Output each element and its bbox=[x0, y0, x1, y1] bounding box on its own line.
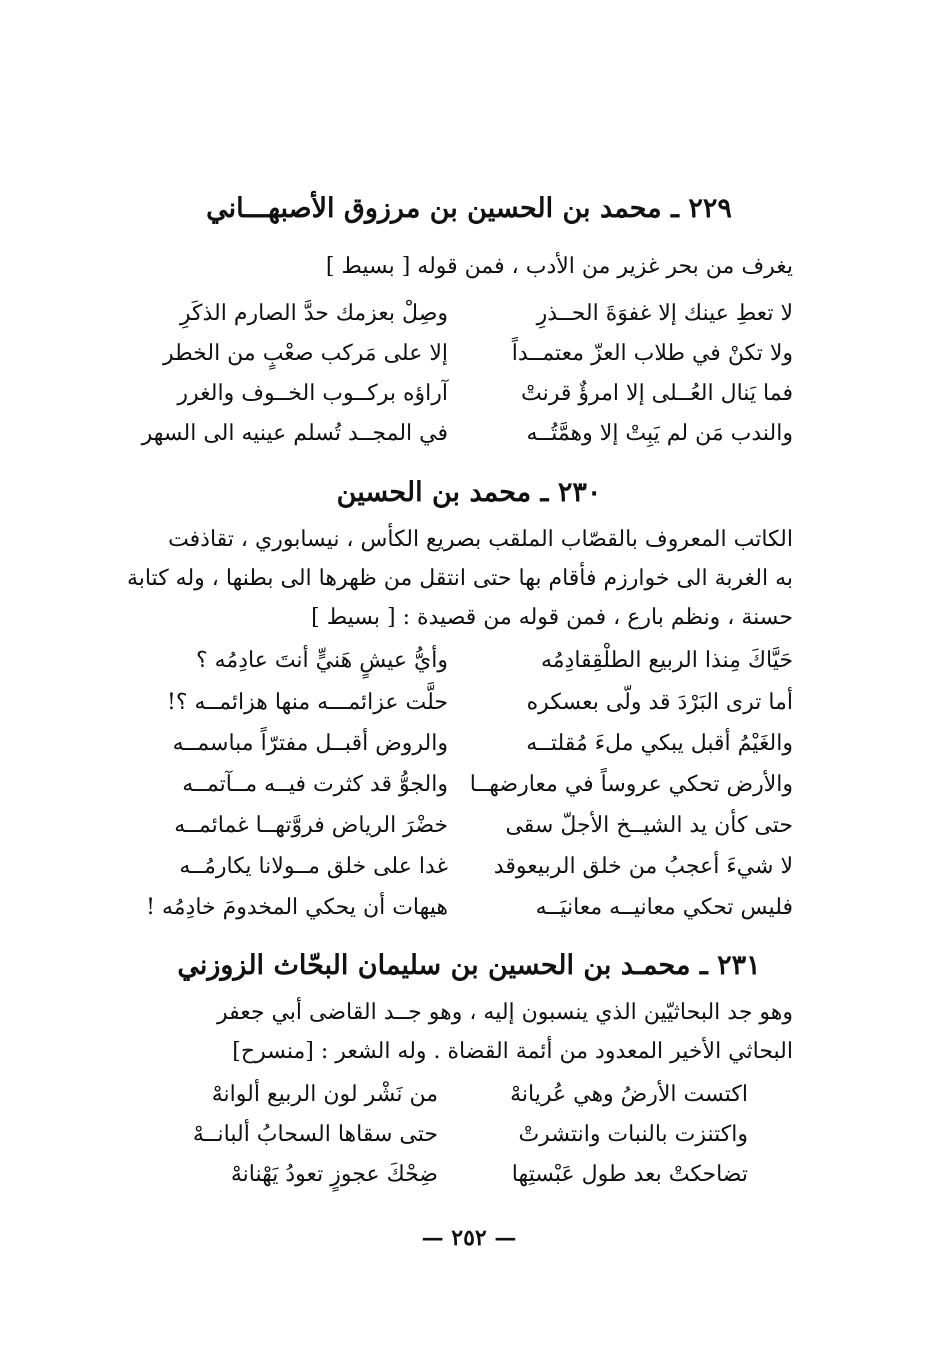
verse-hemistich: فما يَنال العُــلى إلا امرؤٌ قرنتْ bbox=[521, 381, 793, 406]
entry-intro-229: يغرف من بحر غزير من الأدب ، فمن قوله [ بسيط ] bbox=[325, 254, 793, 279]
verse-hemistich: حتى كأن يد الشيــخ الأجلّ سقى bbox=[505, 813, 793, 838]
verse-hemistich: وأيُّ عيشٍ هَنيٍّ أنتَ عادِمُه ؟ bbox=[195, 648, 448, 673]
verse-hemistich: والأرض تحكي عروساً في معارضهــا bbox=[469, 772, 793, 797]
verse-hemistich: آراؤه بركــوب الخــوف والغرر bbox=[177, 381, 448, 406]
verse-hemistich: والغَيْمُ أقبل يبكي ملءَ مُقلتــه bbox=[526, 731, 793, 756]
verse-hemistich: غدا على خلق مــولانا يكارمُــه bbox=[179, 854, 448, 879]
verse-hemistich: حَيَّاكَ مِنذا الربيع الطلْقِقادِمُه bbox=[540, 648, 793, 673]
entry-heading-230: ٢٣٠ ـ محمد بن الحسين bbox=[336, 477, 602, 508]
verse-hemistich: أما ترى البَرْدَ قد ولّى بعسكره bbox=[526, 690, 793, 715]
verse-hemistich: حتى سقاها السحابُ ألبانــهْ bbox=[192, 1122, 438, 1147]
verse-hemistich: والندب مَن لم يَبِتْ إلا وهمَّتُــه bbox=[526, 421, 793, 446]
verse-hemistich: من نَشْر لون الربيع ألوانهْ bbox=[211, 1082, 438, 1107]
verse-hemistich: اكتست الأرضُ وهي عُريانهْ bbox=[510, 1082, 748, 1107]
page-number: — ٢٥٢ — bbox=[421, 1225, 517, 1251]
entry-intro-line: حسنة ، ونظم بارع ، فمن قوله من قصيدة : [ بسيط ] bbox=[311, 605, 793, 630]
verse-hemistich: واكتنزت بالنبات وانتشرتْ bbox=[518, 1122, 748, 1147]
entry-heading-229: ٢٢٩ ـ محمد بن الحسين بن مرزوق الأصبهـــاني bbox=[206, 193, 732, 224]
entry-intro-line: وهو جد البحاثيّين الذي ينسبون إليه ، وهو جــد القاضى أبي جعفر bbox=[217, 1000, 793, 1025]
verse-hemistich: تضاحكتْ بعد طول عَبْستِها bbox=[511, 1162, 748, 1187]
verse-hemistich: خضْرَ الرياض فروَّتهــا غمائمــه bbox=[174, 813, 448, 838]
verse-hemistich: ولا تكنْ في طلاب العزّ معتمــداً bbox=[511, 341, 793, 366]
verse-hemistich: في المجــد تُسلم عينيه الى السهر bbox=[141, 421, 448, 446]
verse-hemistich: إلا على مَركب صعْبٍ من الخطر bbox=[162, 341, 448, 366]
verse-hemistich: لا تعطِ عينك إلا غفوَةَ الحــذرِ bbox=[536, 301, 793, 326]
verse-hemistich: وصِلْ بعزمك حدَّ الصارم الذكَرِ bbox=[179, 301, 448, 326]
verse-hemistich: والجوُّ قد كثرت فيــه مــآتمــه bbox=[182, 772, 448, 797]
entry-heading-231: ٢٣١ ـ محمـد بن الحسين بن سليمان البحّاث الزوزني bbox=[177, 950, 761, 981]
entry-intro-line: البحاثي الأخير المعدود من أئمة القضاة . وله الشعر : [منسرح] bbox=[232, 1039, 793, 1064]
verse-hemistich: ضِحْكَ عجوزٍ تعودُ يَهْنانهْ bbox=[230, 1162, 438, 1187]
verse-hemistich: حلَّت عزائمـــه منها هزائمــه ؟! bbox=[167, 690, 448, 715]
entry-intro-line: الكاتب المعروف بالقصّاب الملقب بصريع الكأس ، نيسابوري ، تقاذفت bbox=[168, 527, 793, 552]
verse-hemistich: والروض أقبــل مفترّاً مباسمــه bbox=[172, 731, 448, 756]
entry-intro-line: به الغربة الى خوارزم فأقام بها حتى انتقل من ظهرها الى بطنها ، وله كتابة bbox=[126, 566, 793, 591]
verse-hemistich: فليس تحكي معانيــه معانيَــه bbox=[535, 895, 793, 920]
verse-hemistich: لا شيءَ أعجبُ من خلق الربيعوقد bbox=[493, 854, 793, 879]
verse-hemistich: هيهات أن يحكي المخدومَ خادِمُه ! bbox=[146, 895, 448, 920]
